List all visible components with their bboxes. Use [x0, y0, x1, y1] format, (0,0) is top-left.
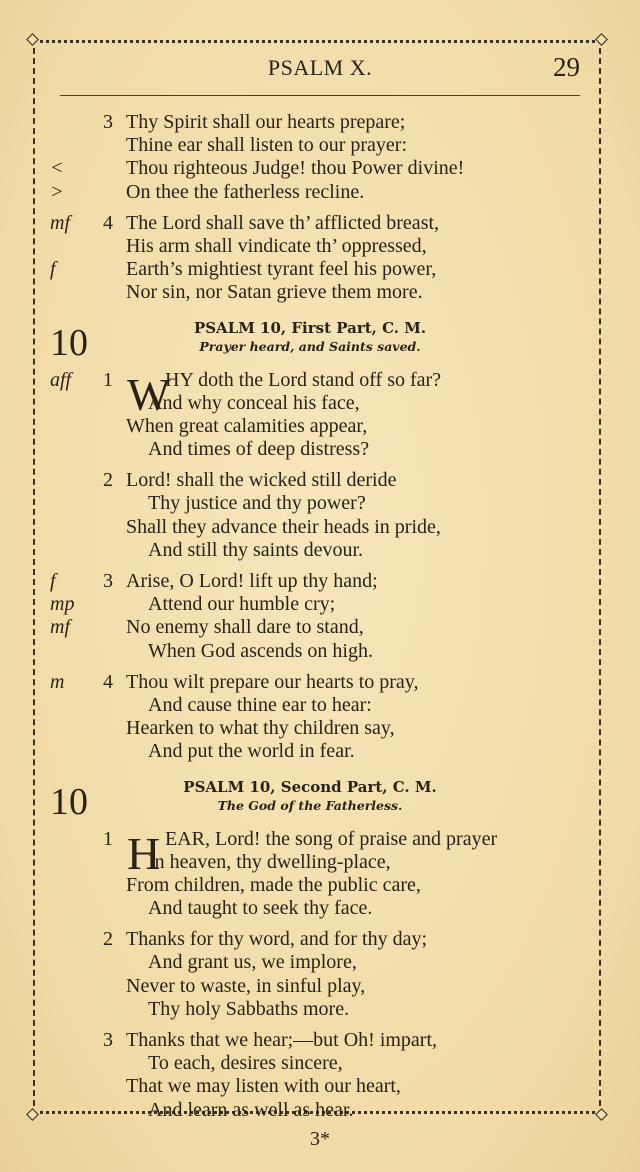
verse-text: And put the world in fear.	[148, 740, 355, 763]
dynamic-marking: <	[50, 157, 64, 180]
stanza	[0, 369, 640, 462]
verse-line	[0, 258, 640, 281]
verse-text: The Lord shall save th’ afflicted breast,	[126, 211, 440, 234]
stanza-number: 3	[103, 570, 113, 592]
verse-text: Nor sin, nor Satan grieve them more.	[126, 281, 423, 304]
verse-line	[0, 157, 640, 180]
verse-text: His arm shall vindicate th’ oppressed,	[126, 234, 427, 257]
stanza	[0, 928, 640, 1021]
dynamic-marking: m	[50, 670, 65, 693]
stanza	[0, 212, 640, 305]
verse-line	[0, 134, 640, 157]
dynamic-marking: f	[50, 570, 56, 592]
verse-text: And cause thine ear to hear:	[148, 693, 372, 716]
verse-text: Thy justice and thy power?	[148, 492, 366, 515]
stanza-number: 4	[103, 670, 113, 693]
verse-line	[0, 897, 640, 920]
verse-line	[0, 1029, 640, 1052]
stanza	[0, 828, 640, 921]
hymn-number: 10	[50, 321, 88, 364]
hymn-heading	[0, 319, 640, 369]
verse-text: Shall they advance their heads in pride,	[126, 515, 441, 538]
stanza	[0, 111, 640, 204]
verse-text: Never to waste, in sinful play,	[126, 974, 366, 997]
running-header	[60, 52, 580, 86]
verse-line	[0, 212, 640, 235]
verse-line	[0, 671, 640, 694]
verse-line	[0, 951, 640, 974]
border-top	[33, 40, 601, 43]
verse-text: On thee the fatherless recline.	[126, 180, 365, 203]
verse-text: And learn as well as hear.	[148, 1098, 354, 1121]
dynamic-marking: aff	[50, 368, 72, 391]
verse-text: Thanks for thy word, and for thy day;	[126, 928, 428, 951]
page-number: 29	[553, 52, 580, 82]
verse-text: When God ascends on high.	[148, 639, 373, 662]
hymn-section	[0, 778, 640, 1122]
signature-mark: 3*	[310, 1128, 330, 1150]
hymn-heading	[0, 778, 640, 828]
dynamic-marking: >	[50, 180, 64, 203]
verse-line	[0, 281, 640, 304]
drop-cap: H	[127, 827, 161, 879]
stanza-number: 2	[103, 928, 113, 951]
verse-line	[0, 235, 640, 258]
verse-text: And why conceal his face,	[148, 391, 360, 414]
verse-line	[0, 492, 640, 515]
hymn-section	[0, 319, 640, 764]
verse-line	[0, 998, 640, 1021]
verse-line	[0, 616, 640, 639]
verse-line	[0, 438, 640, 461]
verse-line	[0, 469, 640, 492]
verse-text: Lord! shall the wicked still deride	[126, 469, 397, 492]
hymn-subtitle: Prayer heard, and Saints saved.	[199, 338, 421, 354]
verse-text: Earth’s mightiest tyrant feel his power,	[126, 258, 437, 281]
verse-text: When great calamities appear,	[126, 414, 368, 437]
hymn-subtitle: The God of the Fatherless.	[217, 797, 403, 813]
verse-text: Arise, O Lord! lift up thy hand;	[126, 570, 378, 592]
verse-line	[0, 1075, 640, 1098]
verse-text: HY doth the Lord stand off so far?	[165, 368, 442, 391]
verse-text: From children, made the public care,	[126, 873, 421, 896]
verse-text: Attend our humble cry;	[148, 593, 336, 616]
stanza	[0, 570, 640, 663]
verse-text: And grant us, we implore,	[148, 951, 357, 974]
verse-line	[0, 874, 640, 897]
dynamic-marking: mf	[50, 616, 70, 639]
verse-line	[0, 181, 640, 204]
verse-text: That we may listen with our heart,	[126, 1075, 401, 1098]
verse-line	[0, 1099, 640, 1122]
stanza-number: 3	[103, 1029, 113, 1051]
verse-text: Hearken to what thy children say,	[126, 717, 395, 740]
dynamic-marking: f	[50, 258, 56, 281]
verse-line	[0, 392, 640, 415]
dynamic-marking: mf	[50, 211, 70, 234]
verse-line	[0, 694, 640, 717]
stanza	[0, 1029, 640, 1122]
hymn-title: PSALM 10, First Part, C. M.	[193, 318, 427, 337]
verse-text: And times of deep distress?	[148, 438, 370, 461]
stanza-number: 1	[103, 368, 113, 391]
verse-line	[0, 539, 640, 562]
verse-text: Thy holy Sabbaths more.	[148, 997, 350, 1020]
hymn-number: 10	[50, 780, 88, 823]
verse-line	[0, 369, 640, 392]
header-rule	[60, 95, 580, 96]
verse-text: Thanks that we hear;—but Oh! impart,	[126, 1029, 438, 1051]
verse-line	[0, 415, 640, 438]
stanza	[0, 469, 640, 562]
verse-line	[0, 111, 640, 134]
hymn-content	[0, 103, 640, 1122]
verse-text: Thou wilt prepare our hearts to pray,	[126, 670, 419, 693]
verse-line	[0, 516, 640, 539]
corner-ornament-icon	[595, 33, 608, 46]
verse-line	[0, 928, 640, 951]
verse-line	[0, 851, 640, 874]
verse-line	[0, 740, 640, 763]
corner-ornament-icon	[26, 33, 39, 46]
stanza-number: 1	[103, 827, 113, 850]
stanza	[0, 671, 640, 764]
verse-line	[0, 1052, 640, 1075]
running-title: PSALM X.	[267, 55, 373, 80]
verse-text: EAR, Lord! the song of praise and prayer	[165, 827, 498, 850]
verse-text: No enemy shall dare to stand,	[126, 616, 364, 639]
drop-cap: W	[127, 368, 171, 420]
stanza-number: 3	[103, 111, 113, 133]
stanza-number: 4	[103, 211, 113, 234]
dynamic-marking: mp	[50, 593, 75, 616]
verse-line	[0, 828, 640, 851]
verse-text: Thy Spirit shall our hearts prepare;	[126, 111, 406, 133]
stanza-number: 2	[103, 469, 113, 492]
verse-text: Thine ear shall listen to our prayer:	[126, 134, 408, 157]
verse-line	[0, 640, 640, 663]
verse-line	[0, 570, 640, 593]
verse-text: And taught to seek thy face.	[148, 897, 373, 920]
verse-text: And still thy saints devour.	[148, 538, 363, 561]
verse-line	[0, 975, 640, 998]
hymn-title: PSALM 10, Second Part, C. M.	[183, 777, 437, 796]
verse-line	[0, 717, 640, 740]
verse-line	[0, 593, 640, 616]
verse-text: To each, desires sincere,	[148, 1052, 343, 1075]
verse-text: Thou righteous Judge! thou Power divine!	[126, 157, 465, 180]
verse-text: In heaven, thy dwelling-place,	[148, 850, 391, 873]
hymn-section	[0, 111, 640, 305]
